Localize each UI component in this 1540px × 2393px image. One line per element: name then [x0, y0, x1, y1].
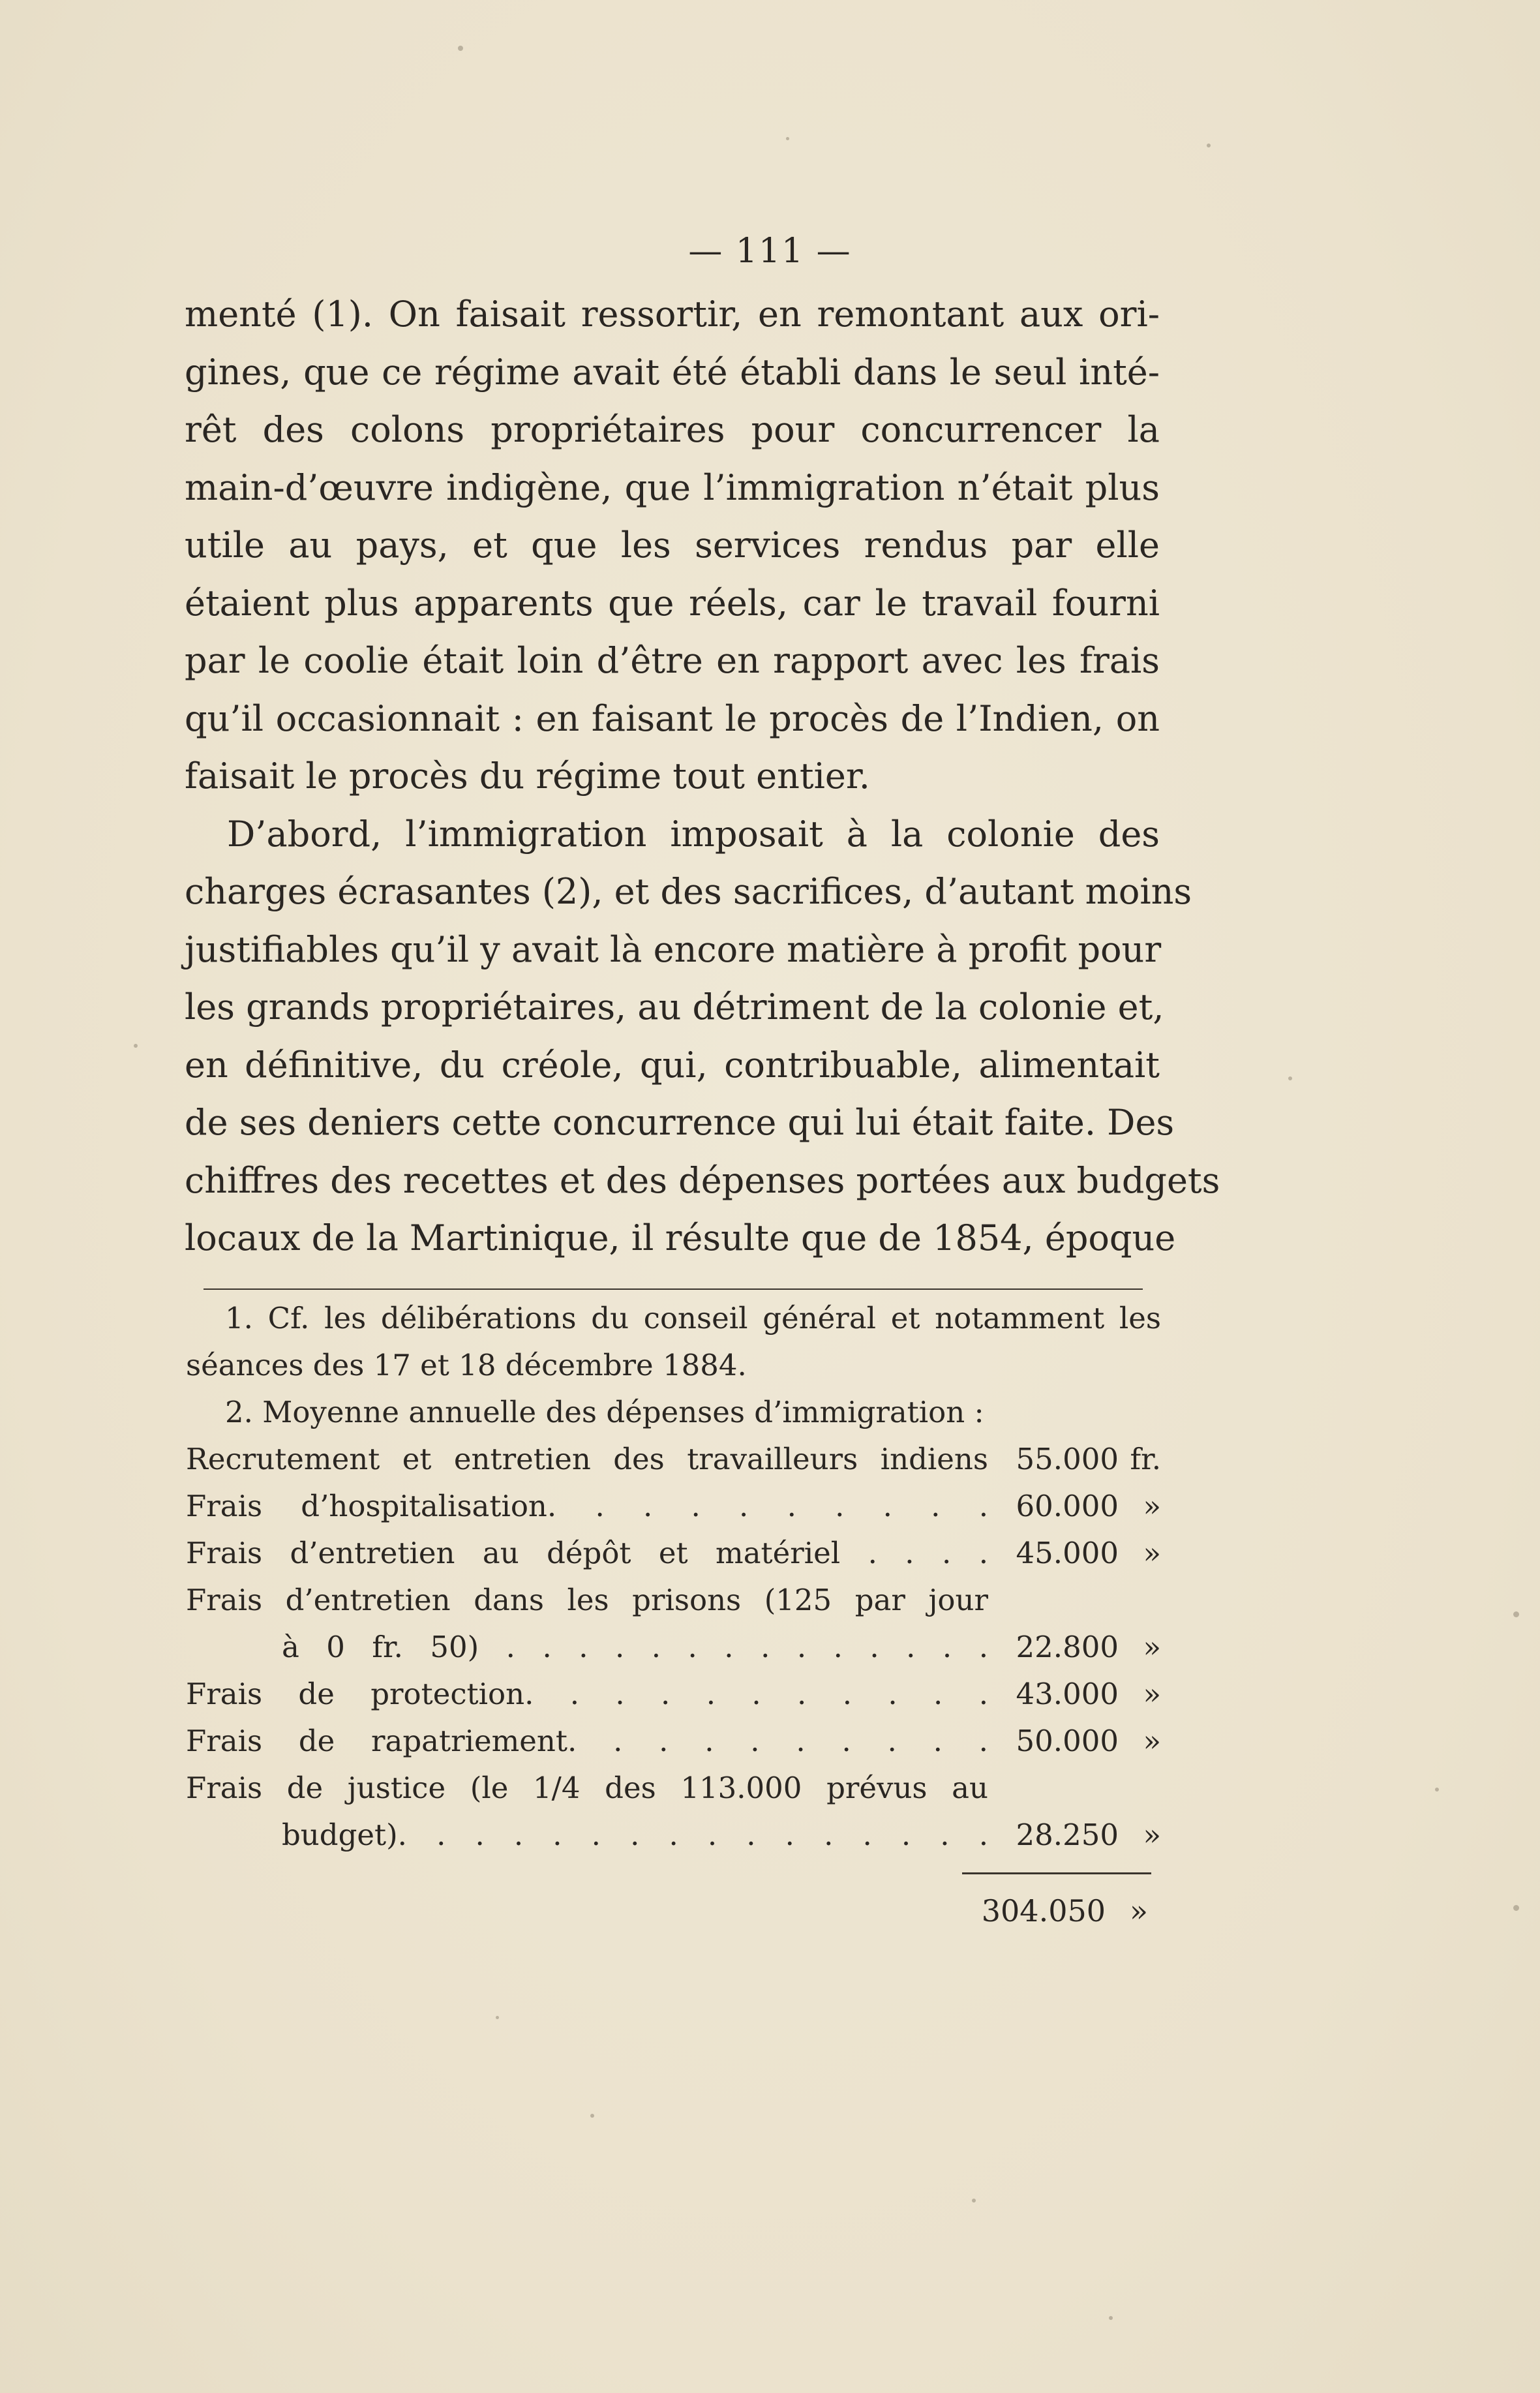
expense-unit: »	[1143, 1630, 1161, 1664]
expense-row	[186, 1577, 1161, 1624]
expense-unit: »	[1143, 1818, 1161, 1852]
expense-amount: 50.000	[1016, 1724, 1119, 1758]
paper-speck	[458, 46, 463, 51]
expense-amount: 45.000	[1016, 1536, 1119, 1570]
expense-label: Recrutement et entretien des travailleurs indiens	[186, 1442, 988, 1476]
expense-row	[186, 1765, 1161, 1812]
text-line: faisait le procès du régime tout entier.	[185, 755, 870, 797]
total-amount: 304.050	[981, 1893, 1106, 1928]
expense-unit	[1119, 1577, 1161, 1624]
paper-speck	[786, 137, 789, 140]
expense-label: Frais d’hospitalisation. . . . . . . . . .	[186, 1489, 988, 1523]
expense-row	[186, 1718, 1161, 1765]
paper-speck	[1207, 144, 1211, 147]
expense-unit: »	[1143, 1536, 1161, 1570]
expense-unit: »	[1143, 1489, 1161, 1523]
paper-speck	[1288, 1076, 1292, 1080]
footnote-2-intro: 2. Moyenne annuelle des dépenses d’immigration :	[225, 1395, 984, 1429]
text-line: justifiables qu’il y avait là encore matière à profit pour	[185, 928, 1162, 970]
text-line: utile au pays, et que les services rendus par elle	[185, 525, 1160, 566]
expense-amount: 28.250	[1016, 1818, 1119, 1852]
paper-speck	[1513, 1905, 1519, 1911]
expense-amount: 43.000	[1016, 1677, 1119, 1711]
footnotes	[186, 1295, 1161, 1859]
expense-label: Frais d’entretien dans les prisons (125 par jour	[186, 1583, 988, 1617]
paper-speck	[134, 1044, 138, 1048]
footnote-1-line: séances des 17 et 18 décembre 1884.	[186, 1348, 747, 1382]
expense-row	[186, 1812, 1161, 1859]
body-paragraph	[185, 286, 1220, 1268]
expense-amount	[988, 1577, 1119, 1624]
expense-label: Frais de rapatriement. . . . . . . . . .	[186, 1724, 988, 1758]
paper-speck	[1109, 2316, 1113, 2320]
text-line: par le coolie était loin d’être en rapport avec les frais	[185, 640, 1160, 681]
expense-label: Frais d’entretien au dépôt et matériel . . . .	[186, 1536, 988, 1570]
paper-speck	[972, 2199, 976, 2202]
expense-row	[186, 1530, 1161, 1577]
paper-speck	[590, 2114, 594, 2118]
text-line: de ses deniers cette concurrence qui lui était faite. Des	[185, 1102, 1175, 1143]
text-line: les grands propriétaires, au détriment de la colonie et,	[185, 986, 1164, 1028]
expense-label: à 0 fr. 50) . . . . . . . . . . . . . .	[282, 1630, 988, 1664]
paper-speck	[496, 2016, 499, 2019]
expense-row	[186, 1671, 1161, 1718]
text-line: charges écrasantes (2), et des sacrifices, d’autant moins	[185, 871, 1192, 912]
total-unit: »	[1129, 1893, 1148, 1928]
expense-amount: 22.800	[1016, 1630, 1119, 1664]
text-line: menté (1). On faisait ressortir, en remontant aux ori-	[185, 294, 1160, 335]
expense-amount: 55.000	[1016, 1442, 1119, 1476]
footnote-1-line: 1. Cf. les délibérations du conseil général et notamment les	[225, 1301, 1161, 1335]
expense-unit: »	[1143, 1677, 1161, 1711]
expense-amount	[988, 1765, 1119, 1812]
expense-label: Frais de justice (le 1/4 des 113.000 prévus au	[186, 1771, 988, 1805]
expense-label: Frais de protection. . . . . . . . . . .	[186, 1677, 988, 1711]
expense-unit	[1119, 1765, 1161, 1812]
text-line: main-d’œuvre indigène, que l’immigration n’était plus	[185, 466, 1160, 508]
text-line: en définitive, du créole, qui, contribuable, alimentait	[185, 1044, 1160, 1086]
expense-unit: »	[1143, 1724, 1161, 1758]
text-line: rêt des colons propriétaires pour concurrencer la	[185, 409, 1160, 450]
text-line: gines, que ce régime avait été établi dans le seul inté-	[185, 351, 1160, 393]
expense-total	[916, 1887, 1148, 1934]
expense-row	[186, 1624, 1161, 1671]
text-line: étaient plus apparents que réels, car le travail fourni	[185, 582, 1160, 624]
expense-row	[186, 1483, 1161, 1530]
page-number: — 111 —	[688, 232, 852, 271]
paper-speck	[1435, 1788, 1439, 1791]
text-line: qu’il occasionnait : en faisant le procès de l’Indien, on	[185, 697, 1160, 739]
expense-unit: fr.	[1130, 1442, 1161, 1476]
text-line: chiffres des recettes et des dépenses portées aux budgets	[185, 1159, 1220, 1201]
expense-row	[186, 1436, 1161, 1483]
expense-amount: 60.000	[1016, 1489, 1119, 1523]
text-line: D’abord, l’immigration imposait à la colonie des	[227, 813, 1160, 855]
expense-label: budget). . . . . . . . . . . . . . . .	[282, 1818, 988, 1852]
footnote-separator	[204, 1288, 1143, 1290]
paper-speck	[1513, 1611, 1519, 1617]
text-line: locaux de la Martinique, il résulte que de 1854, époque	[185, 1217, 1176, 1258]
total-separator	[962, 1872, 1151, 1874]
